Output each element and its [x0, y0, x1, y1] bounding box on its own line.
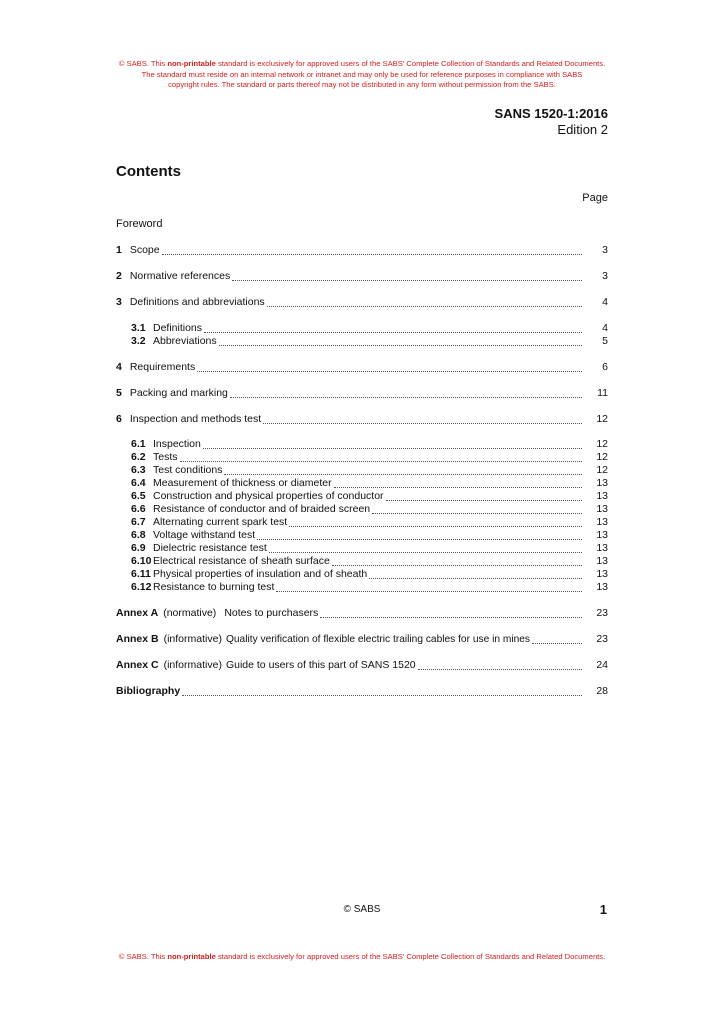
toc-entry[interactable]: [116, 295, 608, 309]
toc-annex-c[interactable]: [116, 658, 608, 672]
toc-title: Definitions: [153, 322, 203, 334]
toc-entry[interactable]: [116, 412, 608, 426]
toc-number: 6.4: [131, 477, 146, 489]
toc-page: 12: [596, 413, 608, 425]
toc-subentry[interactable]: [131, 463, 608, 477]
toc-number: 5: [116, 387, 122, 399]
dot-leader: [372, 503, 582, 514]
dot-leader: [162, 244, 582, 255]
notice-bold: non-printable: [167, 59, 216, 68]
toc-page: 28: [596, 685, 608, 697]
standard-number: SANS 1520-1:2016: [494, 106, 608, 121]
dot-leader: [320, 607, 582, 618]
dot-leader: [269, 542, 582, 553]
annex-label: Annex A: [116, 607, 159, 619]
notice-bold: non-printable: [167, 952, 216, 961]
toc-page: 13: [596, 555, 608, 567]
dot-leader: [263, 413, 582, 424]
dot-leader: [230, 387, 582, 398]
toc-title: Definitions and abbreviations: [129, 296, 265, 308]
toc-title: Electrical resistance of sheath surface: [153, 555, 330, 567]
annex-kind: (normative): [163, 607, 217, 619]
dot-leader: [267, 296, 582, 307]
toc-title: Alternating current spark test: [153, 516, 288, 528]
toc-title: Abbreviations: [153, 335, 217, 347]
toc-page: 13: [596, 477, 608, 489]
toc-page: 12: [596, 451, 608, 463]
toc-page: 4: [602, 322, 608, 334]
footer-copyright: © SABS: [343, 904, 381, 915]
dot-leader: [289, 516, 582, 527]
toc-title: Measurement of thickness or diameter: [153, 477, 332, 489]
toc-number: 1: [116, 244, 122, 256]
toc-number: 6: [116, 413, 122, 425]
toc-number: 6.8: [131, 529, 146, 541]
toc-entry[interactable]: [116, 269, 608, 283]
copyright-notice-top: [0, 59, 724, 91]
toc-title: Voltage withstand test: [153, 529, 256, 541]
toc-title: Tests: [153, 451, 178, 463]
annex-kind: (informative): [163, 659, 222, 671]
dot-leader: [204, 322, 582, 333]
toc-title: Test conditions: [153, 464, 223, 476]
toc-number: 6.10: [131, 555, 152, 567]
toc-annex-b[interactable]: [116, 632, 608, 646]
dot-leader: [203, 438, 582, 449]
toc-number: 6.1: [131, 438, 146, 450]
toc-page: 4: [602, 296, 608, 308]
toc-page: 3: [602, 270, 608, 282]
dot-leader: [418, 659, 582, 670]
toc-bibliography[interactable]: [116, 684, 608, 698]
toc-title: Notes to purchasers: [224, 607, 319, 619]
toc-number: 6.9: [131, 542, 146, 554]
dot-leader: [532, 633, 582, 644]
page-number: 1: [599, 902, 607, 917]
dot-leader: [332, 555, 582, 566]
edition-label: Edition 2: [557, 122, 608, 137]
toc-page: 11: [597, 387, 608, 399]
toc-subentry[interactable]: [131, 489, 608, 503]
notice-line: The standard must reside on an internal network or intranet and may only be used for reference purposes in compliance with SABS: [141, 69, 583, 79]
dot-leader: [276, 581, 582, 592]
notice-text: standard is exclusively for approved users of the SABS' Complete Collection of Standards and Related Documents.: [215, 59, 606, 68]
toc-page: 12: [596, 464, 608, 476]
toc-subentry[interactable]: [131, 476, 608, 490]
toc-number: 3.1: [131, 322, 146, 334]
toc-page: 12: [596, 438, 608, 450]
dot-leader: [180, 451, 582, 462]
dot-leader: [369, 568, 582, 579]
toc-number: 3: [116, 296, 122, 308]
dot-leader: [219, 335, 582, 346]
toc-subentry[interactable]: [131, 567, 608, 581]
toc-page: 13: [596, 516, 608, 528]
toc-page: 24: [596, 659, 608, 671]
toc-title: Resistance to burning test: [153, 581, 275, 593]
toc-page: 13: [596, 529, 608, 541]
toc-annex-a[interactable]: [116, 606, 608, 620]
toc-subentry[interactable]: [131, 321, 608, 335]
toc-title: Inspection and methods test: [129, 413, 262, 425]
toc-subentry[interactable]: [131, 580, 608, 594]
toc-subentry[interactable]: [131, 541, 608, 555]
notice-text: standard is exclusively for approved users of the SABS' Complete Collection of Standards and Related Documents.: [215, 952, 606, 961]
toc-title: Physical properties of insulation and of sheath: [153, 568, 368, 580]
notice-text: © SABS. This: [118, 59, 168, 68]
toc-title: Guide to users of this part of SANS 1520: [225, 659, 416, 671]
toc-subentry[interactable]: [131, 528, 608, 542]
toc-subentry[interactable]: [131, 334, 608, 348]
notice-line: copyright rules. The standard or parts thereof may not be distributed in any form without permission from the SABS.: [168, 80, 556, 89]
toc-title: Dielectric resistance test: [153, 542, 267, 554]
toc-page: 6: [602, 361, 608, 373]
toc-subentry[interactable]: [131, 515, 608, 529]
toc-page: 23: [596, 607, 608, 619]
toc-page: 23: [596, 633, 608, 645]
dot-leader: [197, 361, 582, 372]
toc-title: Bibliography: [116, 685, 181, 697]
toc-page: 5: [602, 335, 608, 347]
annex-label: Annex B: [116, 633, 159, 645]
toc-title: Resistance of conductor and of braided screen: [153, 503, 371, 515]
toc-subentry[interactable]: [131, 450, 608, 464]
toc-subentry[interactable]: [131, 437, 608, 451]
toc-foreword[interactable]: Foreword: [116, 218, 163, 230]
toc-subentry[interactable]: [131, 554, 608, 568]
page-column-label: Page: [582, 192, 608, 204]
toc-number: 6.7: [131, 516, 146, 528]
annex-kind: (informative): [163, 633, 222, 645]
dot-leader: [257, 529, 582, 540]
toc-page: 3: [602, 244, 608, 256]
toc-title: Quality verification of flexible electric trailing cables for use in mines: [225, 634, 531, 645]
toc-number: 6.11: [131, 568, 151, 580]
dot-leader: [386, 490, 582, 501]
toc-page: 13: [596, 568, 608, 580]
toc-number: 4: [116, 361, 122, 373]
copyright-notice-bottom: [0, 952, 724, 963]
toc-number: 6.2: [131, 451, 146, 463]
dot-leader: [232, 270, 582, 281]
toc-number: 6.12: [131, 581, 152, 593]
dot-leader: [182, 685, 582, 696]
annex-label: Annex C: [116, 659, 159, 671]
toc-number: 6.6: [131, 503, 146, 515]
toc-entry[interactable]: [116, 243, 608, 257]
toc-subentry[interactable]: [131, 502, 608, 516]
dot-leader: [334, 477, 582, 488]
toc-page: 13: [596, 503, 608, 515]
contents-title: Contents: [116, 163, 181, 180]
toc-page: 13: [596, 490, 608, 502]
dot-leader: [224, 464, 582, 475]
toc-page: 13: [596, 542, 608, 554]
toc-number: 6.3: [131, 464, 146, 476]
toc-title: Inspection: [153, 438, 201, 450]
toc-number: 3.2: [131, 335, 146, 347]
notice-text: © SABS. This: [118, 952, 168, 961]
toc-entry[interactable]: [116, 360, 608, 374]
toc-entry[interactable]: [116, 386, 608, 400]
toc-page: 13: [596, 581, 608, 593]
toc-title: Normative references: [129, 270, 231, 282]
toc-title: Scope: [129, 244, 160, 256]
toc-number: 6.5: [131, 490, 146, 502]
toc-title: Construction and physical properties of conductor: [153, 490, 384, 502]
toc-title: Requirements: [129, 361, 196, 373]
toc-number: 2: [116, 270, 122, 282]
toc-title: Packing and marking: [129, 387, 228, 399]
